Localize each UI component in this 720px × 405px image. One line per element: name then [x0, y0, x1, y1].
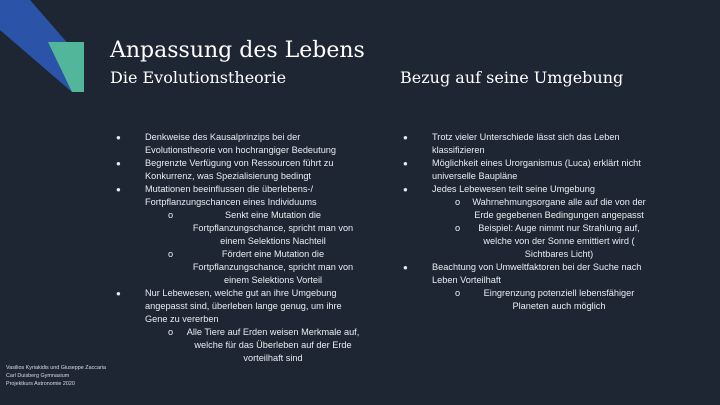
bullet-text: Trotz vieler Unterschiede lässt sich das Leben klassifizieren [432, 132, 620, 155]
list-item [432, 131, 650, 157]
list-item [432, 183, 650, 261]
list-item [145, 131, 365, 157]
bullet-text: Möglichkeit eines Urorganismus (Luca) erklärt nicht universelle Baupläne [432, 158, 641, 181]
sub-list-item: o Alle Tiere auf Erden weisen Merkmale auf, welche für das Überleben auf der Erde vorteilhaft sind [181, 326, 365, 365]
sub-list-item: o Senkt eine Mutation die Fortpflanzungschance, spricht man von einem Selektions Nachteil [181, 209, 365, 248]
list-item [432, 261, 650, 313]
right-heading: Bezug auf seine Umgebung [400, 68, 624, 87]
bullet-text: Begrenzte Verfügung von Ressourcen führt zu Konkurrenz, was Spezialisierung bedingt [145, 158, 334, 181]
sub-list-item: o Wahrnehmungsorgane alle auf die von der Erde gegebenen Bedingungen angepasst [468, 196, 650, 222]
sub-list-item: o Beispiel: Auge nimmt nur Strahlung auf, welche von der Sonne emittiert wird ( Sichtbares Licht) [468, 222, 650, 261]
sub-list-item: o Fördert eine Mutation die Fortpflanzungschance, spricht man von einem Selektions Vorteil [181, 248, 365, 287]
left-bullet-list [145, 131, 365, 365]
list-item [432, 157, 650, 183]
corner-decoration [0, 0, 90, 110]
footer-school: Carl Duisberg Gymnasium [6, 373, 70, 379]
footer-course: Projektkurs Astronomie 2020 [6, 381, 75, 387]
bullet-text: Mutationen beeinflussen die überlebens-/ Fortpflanzungschancen eines Individuums [145, 184, 317, 207]
list-item [145, 183, 365, 287]
left-heading: Die Evolutionstheorie [110, 68, 287, 87]
sub-list [145, 326, 365, 365]
sub-list [432, 287, 650, 313]
bullet-text: Denkweise des Kausalprinzips bei der Evolutionstheorie von hochrangiger Bedeutung [145, 132, 337, 155]
bullet-text: Nur Lebewesen, welche gut an ihre Umgebung angepasst sind, überleben lange genug, um ihre Gene zu vererben [145, 288, 342, 324]
footer-authors: Vasilios Kyriakidis und Giuseppe Zaccaria [6, 365, 106, 371]
sub-list [145, 209, 365, 287]
bullet-text: Beachtung von Umweltfaktoren bei der Suche nach Leben Vorteilhaft [432, 262, 642, 285]
footer-credits [6, 364, 106, 388]
list-item [145, 157, 365, 183]
sub-list-item: o Eingrenzung potenziell lebensfähiger Planeten auch möglich [468, 287, 650, 313]
list-item [145, 287, 365, 365]
bullet-text: Jedes Lebewesen teilt seine Umgebung [432, 184, 595, 194]
right-bullet-list [432, 131, 650, 313]
sub-list [432, 196, 650, 261]
slide-title: Anpassung des Lebens [110, 38, 365, 63]
